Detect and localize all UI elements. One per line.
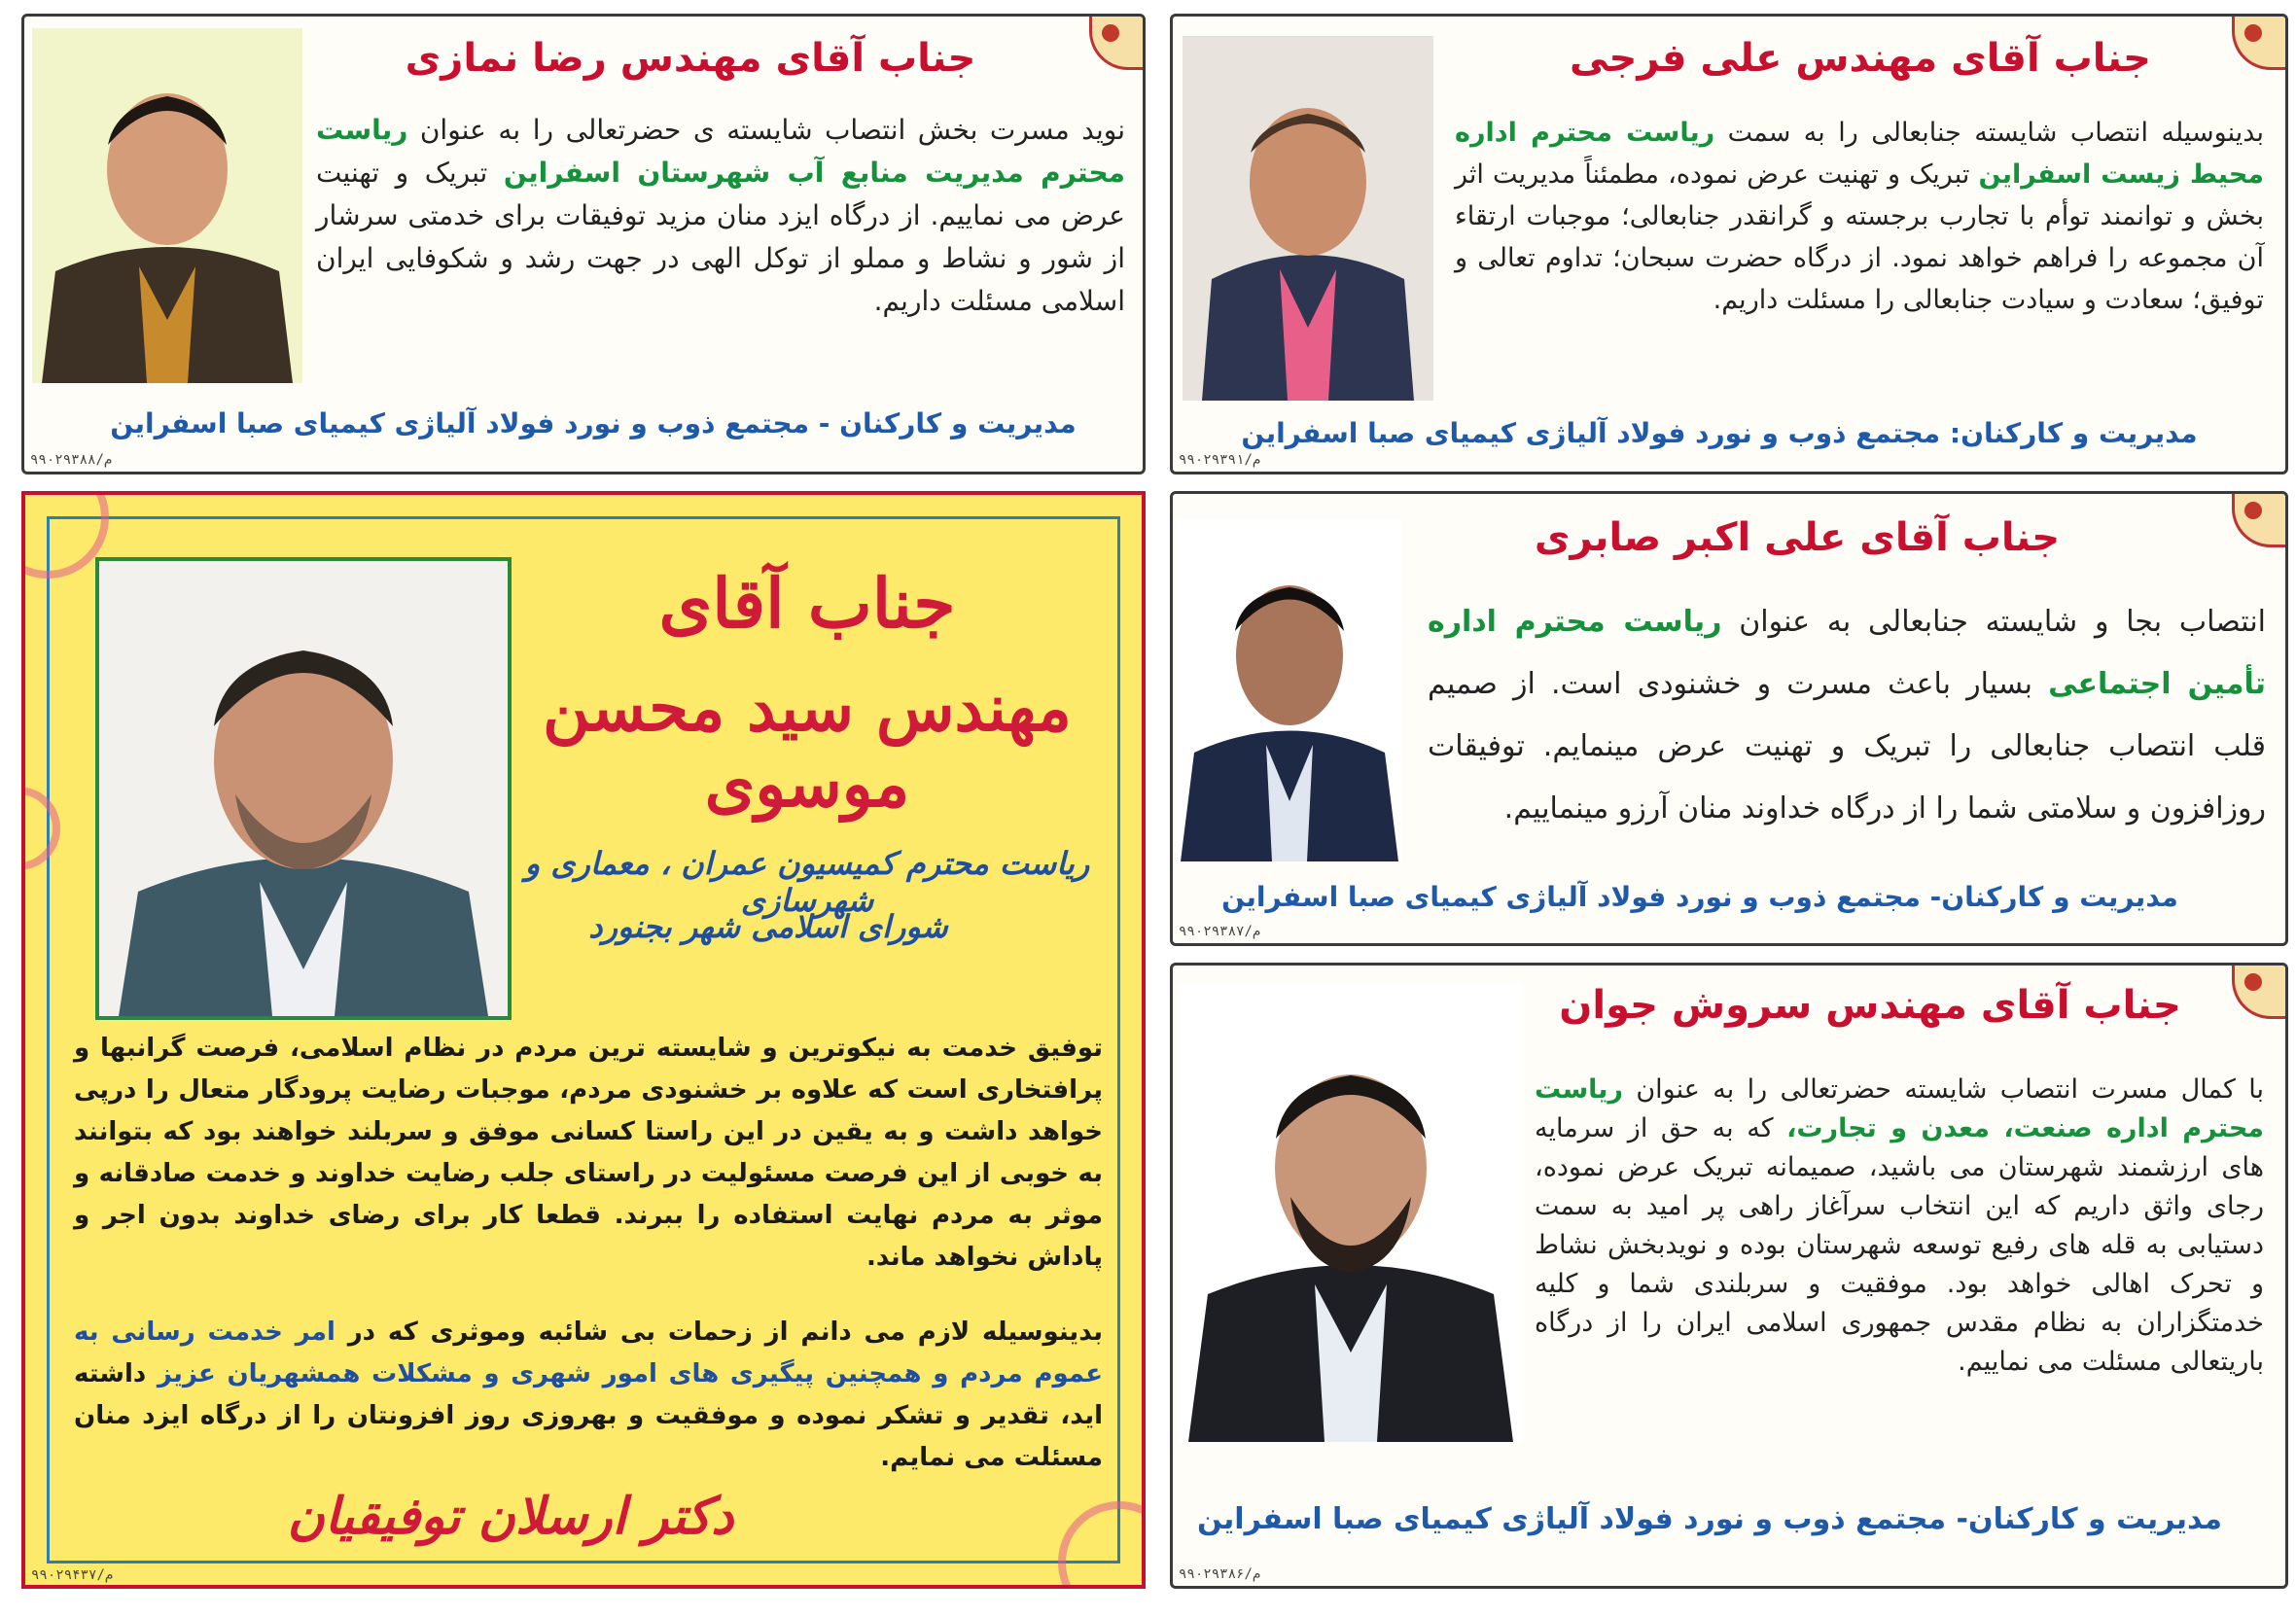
ad-footer: مدیریت و کارکنان - مجتمع ذوب و نورد فولاد آلیاژی کیمیای صبا اسفراین bbox=[110, 407, 1077, 439]
ad-subtitle-line-1: ریاست محترم کمیسیون عمران ، معماری و شهرسازی bbox=[524, 845, 1090, 919]
ad-body-text: بدینوسیله انتصاب شایسته جنابعالی را به سمت bbox=[1714, 118, 2264, 148]
ad-body-text: بسیار باعث مسرت و خشنودی است. از صمیم قلب انتصاب جنابعالی را تبریک و تهنیت عرض مینمایم. توفیقات روزافزون و سلامتی شما را از درگاه خداوند منان آرزو مینماییم. bbox=[1428, 667, 2266, 826]
ad-title-line-1: جناب آقای bbox=[658, 563, 956, 644]
ad-body-text: داشته اید، تقدیر و تشکر نموده و موفقیت و بهروزی روز افزونتان را از درگاه ایزد منان مسئلت می نمایم. bbox=[74, 1359, 1103, 1472]
ad-title: جناب آقای مهندس رضا نمازی bbox=[405, 36, 976, 81]
ad-body bbox=[1535, 1071, 2264, 1382]
portrait-mousavi bbox=[95, 557, 512, 1020]
ad-title-line-2: مهندس سید محسن موسوی bbox=[543, 670, 1072, 822]
ad-body-text: نوید مسرت بخش انتصاب شایسته ی حضرتعالی را به عنوان bbox=[407, 114, 1125, 146]
ad-body-highlight: ریاست محترم اداره تأمین اجتماعی bbox=[1428, 605, 2266, 701]
ad-body-paragraph-2 bbox=[74, 1312, 1103, 1479]
ad-body bbox=[74, 1028, 1103, 1279]
ad-subtitle-line-2: شورای اسلامی شهر بجنورد bbox=[588, 908, 948, 945]
ad-body bbox=[316, 109, 1125, 323]
ad-body-highlight: ریاست محترم اداره صنعت، معدن و تجارت، bbox=[1535, 1074, 2264, 1143]
corner-ornament bbox=[2232, 492, 2287, 547]
ad-footer: مدیریت و کارکنان: مجتمع ذوب و نورد فولاد آلیاژی کیمیای صبا اسفراین bbox=[1241, 417, 2198, 449]
ad-body bbox=[1428, 591, 2266, 840]
ad-body-text: انتصاب بجا و شایسته جنابعالی به عنوان bbox=[1721, 605, 2267, 639]
portrait-namazi bbox=[32, 28, 302, 383]
ad-body-text: با کمال مسرت انتصاب شایسته حضرتعالی را به عنوان bbox=[1622, 1074, 2264, 1105]
portrait-farjai bbox=[1183, 36, 1433, 401]
ad-saberi bbox=[1170, 491, 2288, 946]
ad-body-highlight: امر خدمت رسانی به عموم مردم و همچنین پیگیری های امور شهری و مشکلات همشهریان عزیز bbox=[74, 1317, 1103, 1388]
ad-farjai bbox=[1170, 14, 2288, 474]
portrait-saberi bbox=[1177, 519, 1402, 861]
ad-code: م/۹۹۰۲۹۴۳۷ bbox=[31, 1567, 114, 1583]
corner-ornament bbox=[1089, 15, 1145, 70]
corner-ornament bbox=[2232, 964, 2287, 1019]
ad-body-text: تبریک و تهنیت عرض می نماییم. از درگاه ایزد منان مزید توفیقات برای خدمتی سرشار از شور و نشاط و مملو از توکل الهی در جهت رشد و شکوفایی ایران اسلامی مسئلت داریم. bbox=[316, 157, 1125, 317]
ad-code: م/۹۹۰۲۹۳۹۱ bbox=[1179, 452, 1261, 468]
ad-body bbox=[1455, 112, 2264, 321]
ad-body-text: که به حق از سرمایه های ارزشمند شهرستان می باشید، صمیمانه تبریک عرض نموده، رجای واثق داریم که این انتخاب سرآغاز راهی پر امید به سمت دستیابی به قله های رفیع توسعه شهرستان بوده و نویدبخش نشاط و تحرک اهالی خواهد بود. موفقیت و سربلندی شما و کلیه خدمتگزاران به نظام مقدس جمهوری اسلامی ایران را از درگاه باریتعالی مسئلت می نماییم. bbox=[1535, 1113, 2264, 1377]
ad-body-highlight: ریاست محترم اداره محیط زیست اسفراین bbox=[1455, 118, 2265, 190]
ad-code: م/۹۹۰۲۹۳۸۶ bbox=[1179, 1566, 1261, 1582]
ad-body-text: بدینوسیله لازم می دانم از زحمات بی شائبه وموثری که در bbox=[335, 1317, 1103, 1347]
ad-code: م/۹۹۰۲۹۳۸۸ bbox=[30, 452, 113, 468]
ad-footer: مدیریت و کارکنان- مجتمع ذوب و نورد فولاد آلیاژی کیمیای صبا اسفراین bbox=[1221, 881, 2178, 913]
ad-code: م/۹۹۰۲۹۳۸۷ bbox=[1179, 924, 1261, 939]
portrait-soroush bbox=[1179, 983, 1523, 1442]
ad-footer: مدیریت و کارکنان- مجتمع ذوب و نورد فولاد آلیاژی کیمیای صبا اسفراین bbox=[1197, 1502, 2222, 1536]
ad-mousavi bbox=[21, 491, 1146, 1589]
ad-body-text: توفیق خدمت به نیکوترین و شایسته ترین مردم در نظام اسلامی، فرصت گرانبها و پرافتخاری است که علاوه بر خشنودی مردم، موجبات رضایت پرودگار متعال را درپی خواهد داشت و به یقین در این راستا کسانی موفق و سربلند خواهند بود که بتوانند به خوبی از این فرصت مسئولیت در راستای جلب رضایت خداوند و خدمت صادقانه و موثر به مردم نهایت استفاده را ببرند. قطعا کار برای رضای خداوند بدون اجر و پاداش نخواهد ماند. bbox=[74, 1034, 1103, 1272]
ad-body-text: تبریک و تهنیت عرض نموده، مطمئناً مدیریت اثر بخش و توانمند توأم با تجارب برجسته و گرانقدر جنابعالی؛ موجبات ارتقاء آن مجموعه را فراهم خواهد نمود. از درگاه حضرت سبحان؛ تداوم تعالی و توفیق؛ سعادت و سیادت جنابعالی را مسئلت داریم. bbox=[1455, 159, 2264, 315]
ad-title: جناب آقای مهندس سروش جوان bbox=[1559, 983, 2181, 1028]
ad-soroush bbox=[1170, 963, 2288, 1589]
ad-title: جناب آقای مهندس علی فرجی bbox=[1570, 36, 2151, 81]
ad-title: جناب آقای علی اکبر صابری bbox=[1534, 515, 2061, 560]
ad-namazi bbox=[21, 14, 1146, 474]
ad-body-highlight: ریاست محترم مدیریت منابع آب شهرستان اسفراین bbox=[316, 114, 1126, 189]
signature: دکتر ارسلان توفیقیان bbox=[287, 1487, 734, 1546]
